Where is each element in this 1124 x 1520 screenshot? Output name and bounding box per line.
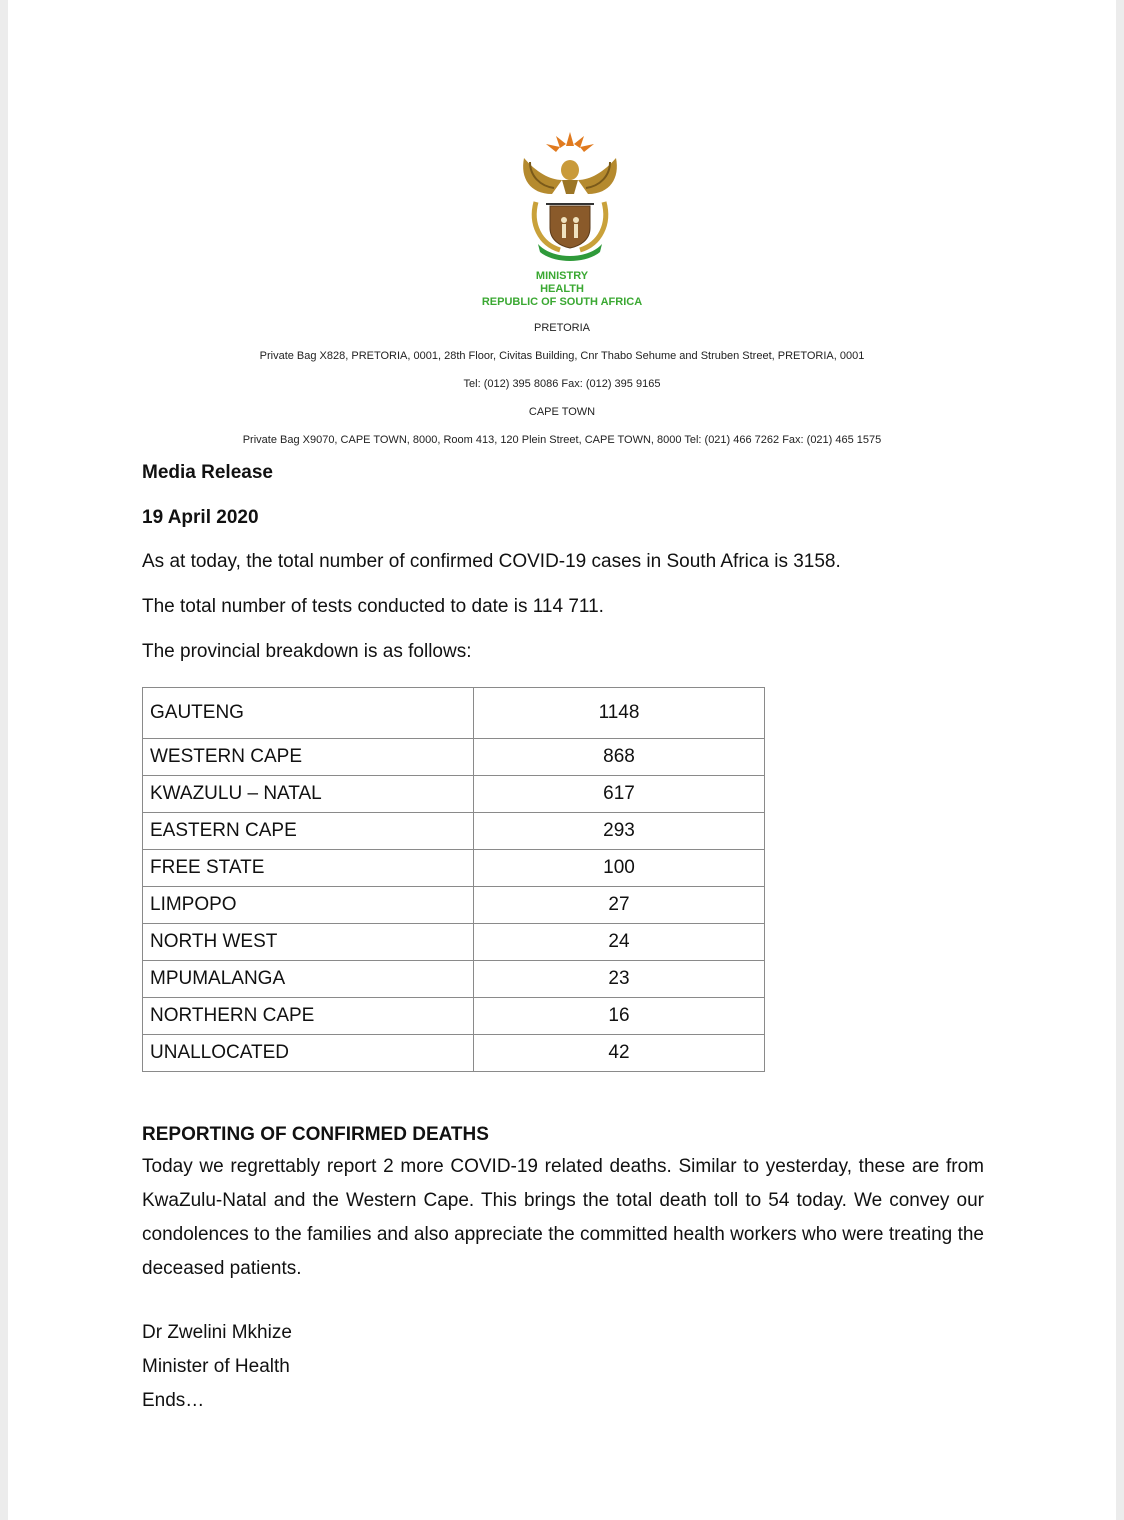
province-count: 23 — [474, 961, 765, 998]
deaths-paragraph: Today we regrettably report 2 more COVID-19 related deaths. Similar to yesterday, these are from KwaZulu-Natal and the Western Cape. This brings the total death toll to 54 today. We convey our condolences to the families and also appreciate the committed health workers who were treating the deceased patients. — [142, 1156, 984, 1279]
province-count: 42 — [474, 1035, 765, 1072]
province-name: UNALLOCATED — [143, 1035, 474, 1072]
province-name: NORTHERN CAPE — [143, 998, 474, 1035]
table-row — [143, 1035, 765, 1072]
province-name: WESTERN CAPE — [143, 739, 474, 776]
department-label: HEALTH — [540, 283, 584, 295]
city-pretoria: PRETORIA — [533, 322, 591, 334]
release-date: 19 April 2020 — [142, 507, 259, 528]
document-type: Media Release — [142, 462, 273, 483]
table-row — [143, 776, 765, 813]
table-row — [143, 813, 765, 850]
province-name: FREE STATE — [143, 850, 474, 887]
table-row — [143, 924, 765, 961]
province-count: 24 — [474, 924, 765, 961]
deaths-heading: REPORTING OF CONFIRMED DEATHS — [142, 1124, 489, 1145]
tests-statement: The total number of tests conducted to date is 114 711. — [142, 596, 604, 617]
province-name: NORTH WEST — [143, 924, 474, 961]
province-name: KWAZULU – NATAL — [143, 776, 474, 813]
ends-marker: Ends… — [142, 1390, 205, 1411]
table-row — [143, 887, 765, 924]
table-row — [143, 688, 765, 739]
province-count: 100 — [474, 850, 765, 887]
table-row — [143, 961, 765, 998]
province-count: 1148 — [474, 688, 765, 739]
provincial-breakdown-table — [142, 687, 765, 1072]
signatory-title: Minister of Health — [142, 1356, 290, 1377]
province-name: LIMPOPO — [143, 887, 474, 924]
province-count: 293 — [474, 813, 765, 850]
signatory-name: Dr Zwelini Mkhize — [142, 1322, 292, 1343]
address-pretoria: Private Bag X828, PRETORIA, 0001, 28th Floor, Civitas Building, Cnr Thabo Sehume and Struben Street, PRETORIA, 0001 — [259, 350, 865, 362]
country-label: REPUBLIC OF SOUTH AFRICA — [481, 296, 643, 308]
province-name: EASTERN CAPE — [143, 813, 474, 850]
breakdown-intro: The provincial breakdown is as follows: — [142, 641, 472, 662]
coat-of-arms-icon — [516, 128, 624, 262]
table-row — [143, 739, 765, 776]
city-cape-town: CAPE TOWN — [528, 406, 596, 418]
province-count: 27 — [474, 887, 765, 924]
province-count: 16 — [474, 998, 765, 1035]
province-name: GAUTENG — [143, 688, 474, 739]
phone-pretoria: Tel: (012) 395 8086 Fax: (012) 395 9165 — [463, 378, 661, 390]
province-name: MPUMALANGA — [143, 961, 474, 998]
ministry-label: MINISTRY — [535, 270, 589, 282]
table-row — [143, 850, 765, 887]
province-count: 868 — [474, 739, 765, 776]
document-page — [8, 0, 1116, 1520]
province-count: 617 — [474, 776, 765, 813]
table-row — [143, 998, 765, 1035]
address-cape-town: Private Bag X9070, CAPE TOWN, 8000, Room 413, 120 Plein Street, CAPE TOWN, 8000 Tel: (021) 466 7262 Fax: (021) 465 1575 — [242, 434, 882, 446]
cases-statement: As at today, the total number of confirmed COVID-19 cases in South Africa is 3158. — [142, 551, 841, 572]
